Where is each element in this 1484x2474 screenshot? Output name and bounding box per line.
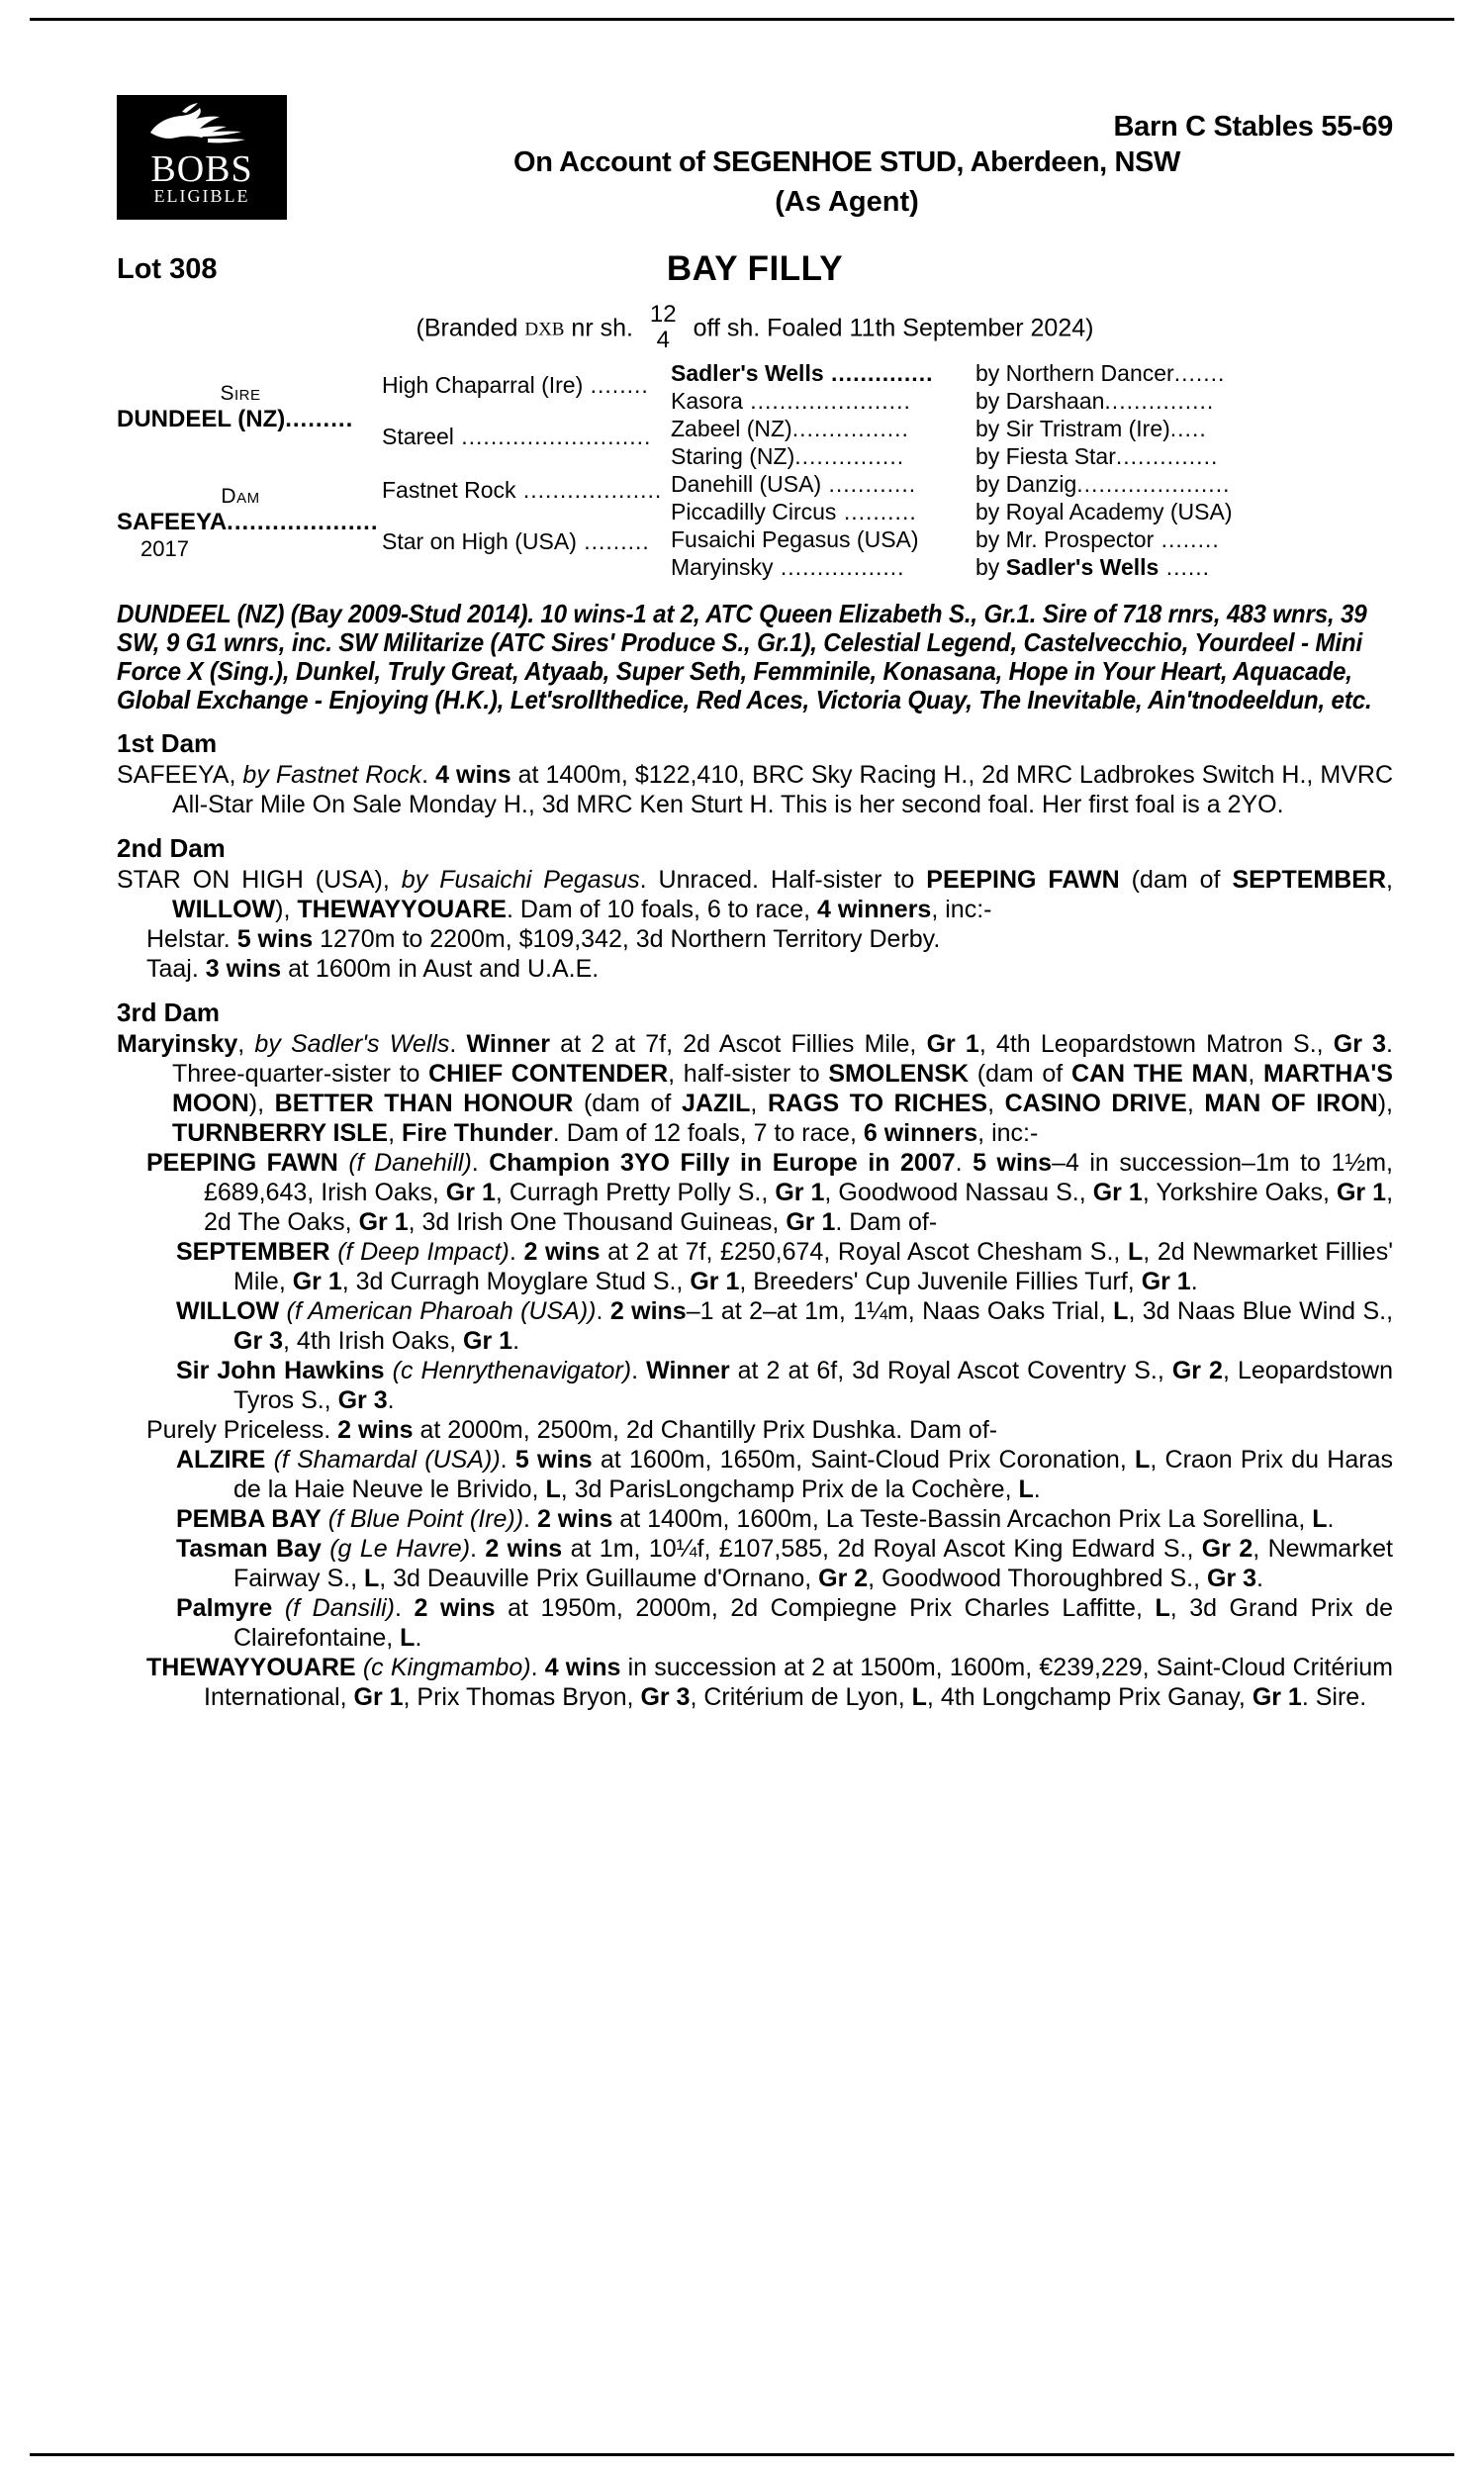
dam-heading: 1st Dam — [117, 728, 218, 758]
branding-line — [117, 301, 1393, 354]
pedigree-entry: Helstar. 5 wins 1270m to 2200m, $109,342, 3d Northern Territory Derby. — [146, 925, 941, 953]
brand-mark: DXB — [524, 319, 565, 340]
dam-sections — [117, 728, 1393, 1712]
brand-denominator: 4 — [656, 327, 670, 353]
brand-suffix: off sh. Foaled 11th September 2024) — [693, 314, 1094, 342]
sire-label: Sire — [220, 382, 261, 405]
as-agent-label: (As Agent) — [775, 186, 919, 218]
brand-numerator: 12 — [649, 301, 677, 328]
pedigree-gen3-1: Kasora ...................... — [671, 388, 911, 414]
pedigree-entry: PEEPING FAWN (f Danehill). Champion 3YO Filly in Europe in 2007. 5 wins–4 in succession–1m to 1½m, £689,643, Irish Oaks, Gr 1, Curragh Pretty Polly S., Gr 1, Goodwood Nassau S., Gr 1, Yorkshire Oaks, Gr 1, 2d The Oaks, Gr 1, 3d Irish One Thousand Guineas, Gr 1. Dam of- — [146, 1149, 1394, 1236]
sire-block — [117, 382, 364, 433]
pedigree-gen4-7: by Sadler's Wells ...... — [975, 554, 1211, 580]
pedigree-entry: Palmyre (f Dansili). 2 wins at 1950m, 2000m, 2d Compiegne Prix Charles Laffitte, L, 3d Grand Prix de Clairefontaine, L. — [176, 1594, 1393, 1652]
lot-title-row — [117, 249, 1393, 299]
pedigree-gen3-6: Fusaichi Pegasus (USA) — [671, 526, 919, 552]
dam-block — [117, 485, 379, 562]
brand-mid: nr sh. — [571, 314, 633, 342]
logo-bobs-text: BOBS — [150, 148, 253, 190]
pedigree-gen2-2: Fastnet Rock ................... — [382, 477, 663, 503]
pedigree-entry: SAFEEYA, by Fastnet Rock. 4 wins at 1400m, $122,410, BRC Sky Racing H., 2d MRC Ladbrokes Switch H., MVRC All-Star Mile On Sale Monday H., 3d MRC Ken Sturt H. This is her second foal. Her first foal is a 2YO. — [117, 761, 1393, 818]
horse-head-icon — [142, 103, 261, 154]
pedigree-entry: STAR ON HIGH (USA), by Fusaichi Pegasus. Unraced. Half-sister to PEEPING FAWN (dam of SEPTEMBER, WILLOW), THEWAYYOUARE. Dam of 10 foals, 6 to race, 4 winners, inc:- — [117, 866, 1393, 923]
barn-stables-label: Barn C Stables 55-69 — [1113, 111, 1393, 143]
pedigree-gen4-1: by Darshaan............... — [975, 388, 1215, 414]
page-header — [117, 95, 1393, 253]
pedigree-entry: WILLOW (f American Pharoah (USA)). 2 wins–1 at 2–at 1m, 1¼m, Naas Oaks Trial, L, 3d Naas Blue Wind S., Gr 3, 4th Irish Oaks, Gr 1. — [176, 1297, 1394, 1355]
pedigree-gen3-4: Danehill (USA) ............ — [671, 471, 917, 497]
pedigree-table — [117, 360, 1393, 594]
dam-year: 2017 — [140, 536, 189, 561]
top-rule — [30, 18, 1454, 21]
pedigree-gen3-7: Maryinsky ................. — [671, 554, 905, 580]
pedigree-entry: Maryinsky, by Sadler's Wells. Winner at 2 at 7f, 2d Ascot Fillies Mile, Gr 1, 4th Leopardstown Matron S., Gr 3. Three-quarter-sister to CHIEF CONTENDER, half-sister to SMOLENSK (dam of CAN THE MAN, MARTHA'S MOON), BETTER THAN HONOUR (dam of JAZIL, RAGS TO RICHES, CASINO DRIVE, MAN OF IRON), TURNBERRY ISLE, Fire Thunder. Dam of 12 foals, 7 to race, 6 winners, inc:- — [117, 1030, 1393, 1147]
page-title: BAY FILLY — [666, 249, 844, 288]
brand-prefix: (Branded — [416, 314, 518, 342]
vendor-account-label: On Account of SEGENHOE STUD, Aberdeen, NSW — [513, 146, 1180, 178]
pedigree-entry: ALZIRE (f Shamardal (USA)). 5 wins at 1600m, 1650m, Saint-Cloud Prix Coronation, L, Craon Prix du Haras de la Haie Neuve le Brivido, L, 3d ParisLongchamp Prix de la Cochère, L. — [176, 1446, 1393, 1503]
pedigree-entry: Tasman Bay (g Le Havre). 2 wins at 1m, 10¼f, £107,585, 2d Royal Ascot King Edward S., Gr 2, Newmarket Fairway S., L, 3d Deauville Prix Guillaume d'Ornano, Gr 2, Goodwood Thoroughbred S., Gr 3. — [176, 1535, 1393, 1592]
pedigree-gen3-0: Sadler's Wells .............. — [671, 360, 934, 386]
pedigree-gen2-3: Star on High (USA) ......... — [382, 528, 650, 554]
dam-heading: 2nd Dam — [117, 833, 226, 863]
pedigree-entry: PEMBA BAY (f Blue Point (Ire)). 2 wins at 1400m, 1600m, La Teste-Bassin Arcachon Prix La Sorellina, L. — [176, 1505, 1335, 1533]
page-content — [117, 95, 1393, 1712]
pedigree-gen4-0: by Northern Dancer....... — [975, 360, 1226, 386]
pedigree-gen4-2: by Sir Tristram (Ire)..... — [975, 416, 1207, 441]
pedigree-gen4-3: by Fiesta Star.............. — [975, 443, 1219, 469]
pedigree-entry: Taaj. 3 wins at 1600m in Aust and U.A.E. — [146, 955, 600, 983]
pedigree-entry: Sir John Hawkins (c Henrythenavigator). Winner at 2 at 6f, 3d Royal Ascot Coventry S., Gr 2, Leopardstown Tyros S., Gr 3. — [176, 1357, 1394, 1414]
pedigree-gen4-5: by Royal Academy (USA) — [975, 499, 1233, 524]
pedigree-entry: SEPTEMBER (f Deep Impact). 2 wins at 2 at 7f, £250,674, Royal Ascot Chesham S., L, 2d Newmarket Fillies' Mile, Gr 1, 3d Curragh Moyglare Stud S., Gr 1, Breeders' Cup Juvenile Fillies Turf, Gr 1. — [176, 1238, 1393, 1295]
pedigree-gen3-2: Zabeel (NZ)................ — [671, 416, 909, 441]
pedigree-entry: THEWAYYOUARE (c Kingmambo). 4 wins in succession at 2 at 1500m, 1600m, €239,229, Saint-Cloud Critérium International, Gr 1, Prix Thomas Bryon, Gr 3, Critérium de Lyon, L, 4th Longchamp Prix Ganay, Gr 1. Sire. — [146, 1654, 1394, 1711]
pedigree-gen3-5: Piccadilly Circus .......... — [671, 499, 917, 524]
pedigree-entry: Purely Priceless. 2 wins at 2000m, 2500m, 2d Chantilly Prix Dushka. Dam of- — [146, 1416, 998, 1444]
sire-name: DUNDEEL (NZ)......... — [117, 406, 354, 432]
pedigree-gen2-0: High Chaparral (Ire) ........ — [382, 372, 649, 398]
pedigree-gen3-3: Staring (NZ)............... — [671, 443, 905, 469]
logo-eligible-text: ELIGIBLE — [153, 186, 250, 206]
sire-summary-paragraph: DUNDEEL (NZ) (Bay 2009-Stud 2014). 10 wins-1 at 2, ATC Queen Elizabeth S., Gr.1. Sire of 718 rnrs, 483 wnrs, 39 SW, 9 G1 wnrs, inc. SW Militarize (ATC Sires' Produce S., Gr.1), Celestial Legend, Castelvecchio, Yourdeel - Mini Force X (Sing.), Dunkel, Truly Great, Atyaab, Super Seth, Femminile, Konasana, Hope in Your Heart, Aquacade, Global Exchange - Enjoying (H.K.), Let'srollthedice, Red Aces, Victoria Quay, The Inevitable, Ain'tnodeeldun, etc. — [117, 599, 1372, 714]
pedigree-gen4-7-name: Sadler's Wells — [1005, 554, 1159, 580]
pedigree-gen4-4: by Danzig..................... — [975, 471, 1231, 497]
bottom-rule — [30, 2453, 1454, 2456]
pedigree-gen4-6: by Mr. Prospector ........ — [975, 526, 1220, 552]
dam-name: SAFEEYA.................... — [117, 509, 379, 535]
dam-label: Dam — [221, 485, 260, 508]
dam-heading: 3rd Dam — [117, 998, 221, 1027]
bobs-eligible-logo — [117, 95, 287, 220]
brand-fraction — [650, 303, 677, 352]
lot-number: Lot 308 — [117, 253, 218, 285]
pedigree-gen2-1: Stareel .......................... — [382, 424, 652, 449]
